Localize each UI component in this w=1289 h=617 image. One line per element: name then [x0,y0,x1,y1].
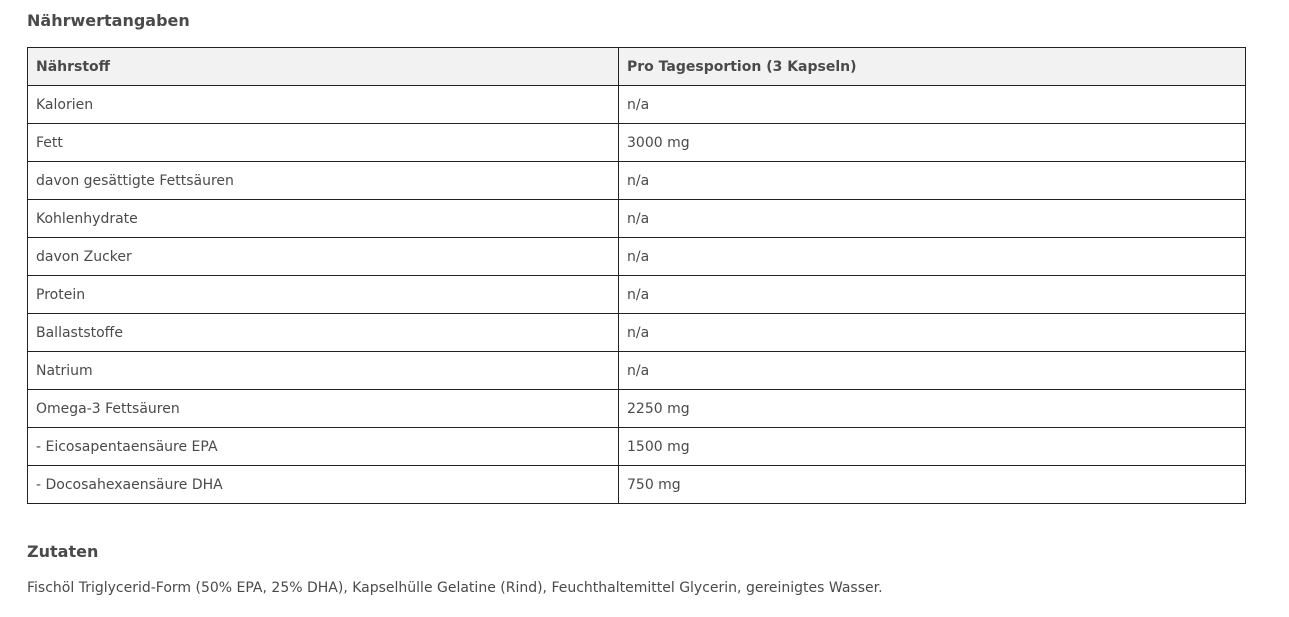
nutrient-name-cell: davon gesättigte Fettsäuren [28,162,619,200]
nutrition-table-body [28,86,1246,504]
table-row [28,238,1246,276]
table-row [28,466,1246,504]
nutrient-name-cell: Fett [28,124,619,162]
nutrient-name-cell: - Docosahexaensäure DHA [28,466,619,504]
nutrient-name-cell: Kalorien [28,86,619,124]
ingredients-text: Fischöl Triglycerid-Form (50% EPA, 25% DHA), Kapselhülle Gelatine (Rind), Feuchthaltemittel Glycerin, gereinigtes Wasser. [27,580,883,596]
column-header-daily-portion: Pro Tagesportion (3 Kapseln) [619,48,1246,86]
table-header-row [28,48,1246,86]
nutrient-value-cell: n/a [619,314,1246,352]
nutrient-value-cell: 3000 mg [619,124,1246,162]
nutrient-name-cell: Natrium [28,352,619,390]
nutrient-name-cell: - Eicosapentaensäure EPA [28,428,619,466]
table-row [28,314,1246,352]
table-row [28,276,1246,314]
nutrient-name-cell: Omega-3 Fettsäuren [28,390,619,428]
nutrient-value-cell: 2250 mg [619,390,1246,428]
column-header-nutrient: Nährstoff [28,48,619,86]
nutrient-name-cell: davon Zucker [28,238,619,276]
table-row [28,162,1246,200]
nutrient-value-cell: n/a [619,86,1246,124]
nutrient-name-cell: Ballaststoffe [28,314,619,352]
table-row [28,124,1246,162]
table-row [28,390,1246,428]
ingredients-title: Zutaten [27,542,99,561]
nutrient-value-cell: n/a [619,276,1246,314]
table-row [28,200,1246,238]
nutrient-value-cell: n/a [619,238,1246,276]
nutrient-name-cell: Kohlenhydrate [28,200,619,238]
table-row [28,428,1246,466]
nutrient-value-cell: 750 mg [619,466,1246,504]
table-row [28,352,1246,390]
nutrient-value-cell: 1500 mg [619,428,1246,466]
nutrient-name-cell: Protein [28,276,619,314]
table-row [28,86,1246,124]
nutrient-value-cell: n/a [619,352,1246,390]
nutrient-value-cell: n/a [619,162,1246,200]
nutrient-value-cell: n/a [619,200,1246,238]
nutrition-table [27,47,1246,504]
nutrition-title: Nährwertangaben [27,11,190,30]
